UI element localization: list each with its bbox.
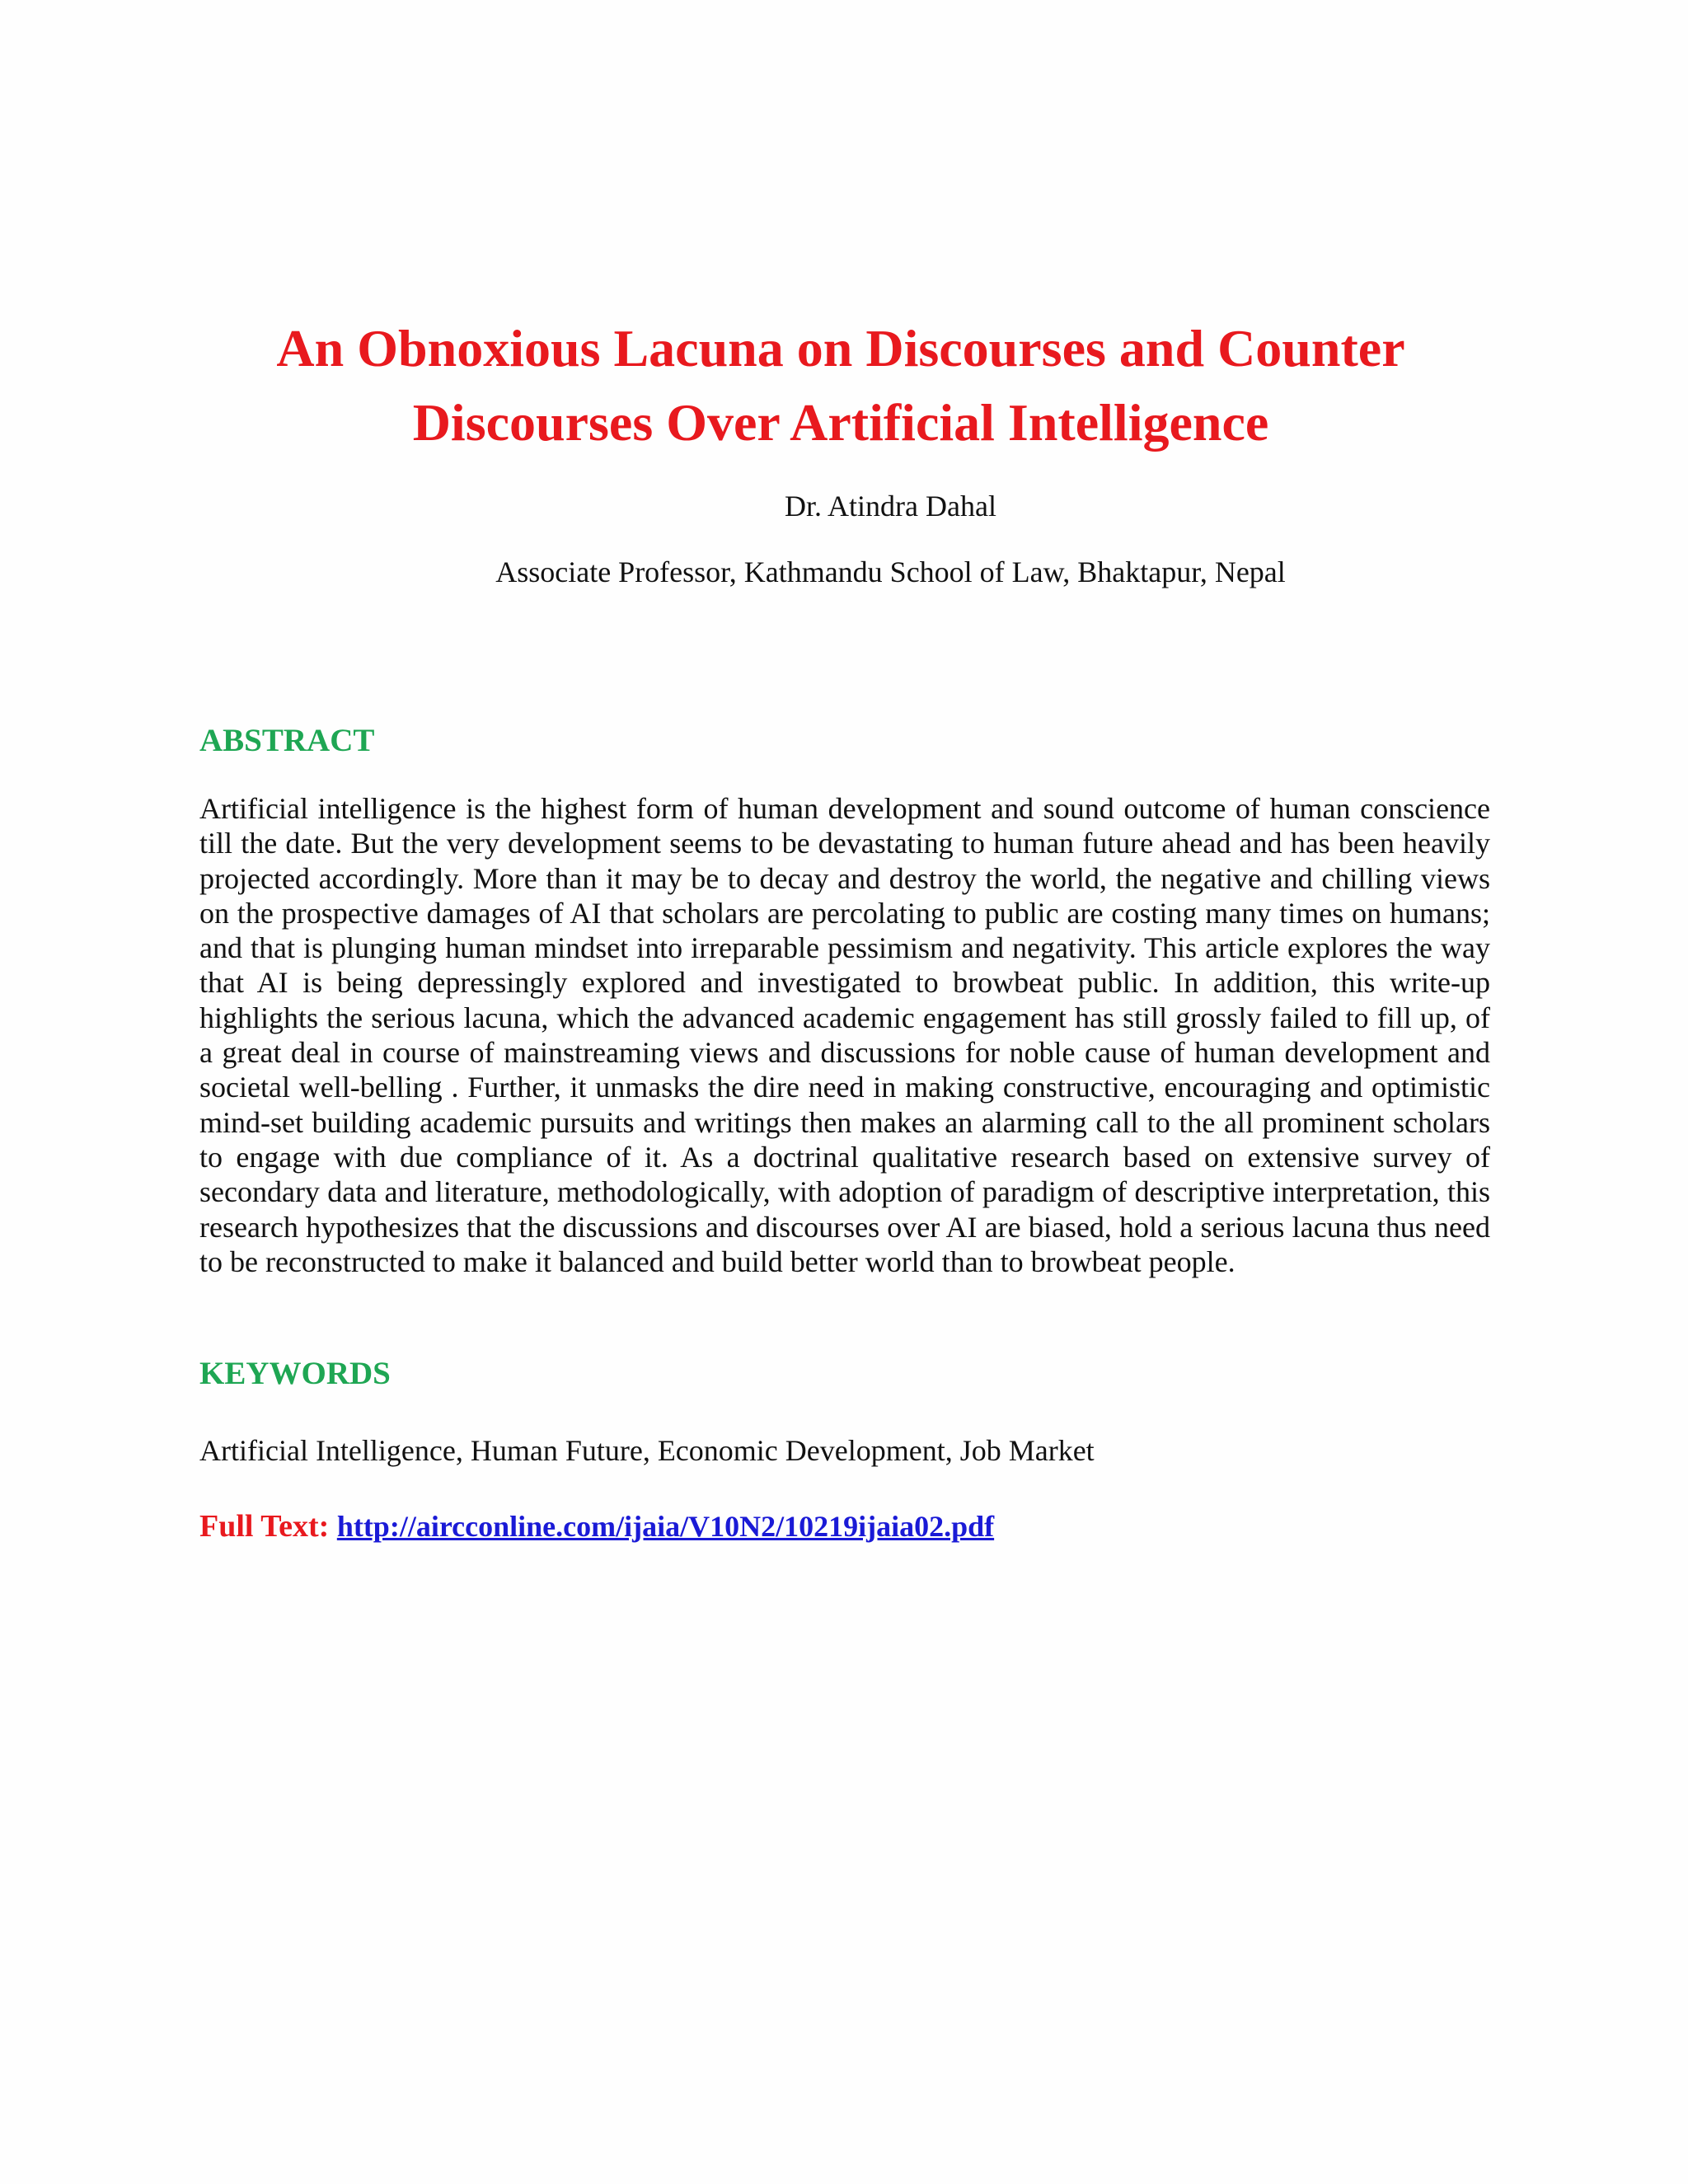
abstract-heading: ABSTRACT: [199, 723, 375, 758]
full-text-label: Full Text:: [199, 1509, 330, 1544]
full-text-line: [199, 1507, 994, 1545]
keywords-text: Artificial Intelligence, Human Future, Economic Development, Job Market: [199, 1434, 1095, 1467]
paper-title-line-2: Discourses Over Artificial Intelligence: [412, 393, 1269, 452]
paper-title: [198, 312, 1484, 460]
author-affiliation: Associate Professor, Kathmandu School of Law, Bhaktapur, Nepal: [495, 555, 1286, 588]
keywords-heading: KEYWORDS: [199, 1356, 391, 1391]
abstract-text: Artificial intelligence is the highest form of human development and sound outcome of human conscience till the date. But the very development seems to be devastating to human future ahead and has been heavily projected accordingly. More than it may be to decay and destroy the world, the negative and chilling views on the prospective damages of AI that scholars are percolating to public are costing many times on humans; and that is plunging human mindset into irreparable pessimism and negativity. This article explores the way that AI is being depressingly explored and investigated to browbeat public. In addition, this write-up highlights the serious lacuna, which the advanced academic engagement has still grossly failed to fill up, of a great deal in course of mainstreaming views and discussions for noble cause of human development and societal well-belling . Further, it unmasks the dire need in making constructive, encouraging and optimistic mind-set building academic pursuits and writings then makes an alarming call to the all prominent scholars to engage with due compliance of it. As a doctrinal qualitative research based on extensive survey of secondary data and literature, methodologically, with adoption of paradigm of descriptive interpretation, this research hypothesizes that the discussions and discourses over AI are biased, hold a serious lacuna thus need to be reconstructed to make it balanced and build better world than to browbeat people.: [199, 792, 1490, 1278]
full-text-link[interactable]: http://aircconline.com/ijaia/V10N2/10219ijaia02.pdf: [336, 1510, 995, 1543]
paper-title-line-1: An Obnoxious Lacuna on Discourses and Counter: [276, 319, 1405, 377]
author-name: Dr. Atindra Dahal: [785, 490, 996, 523]
